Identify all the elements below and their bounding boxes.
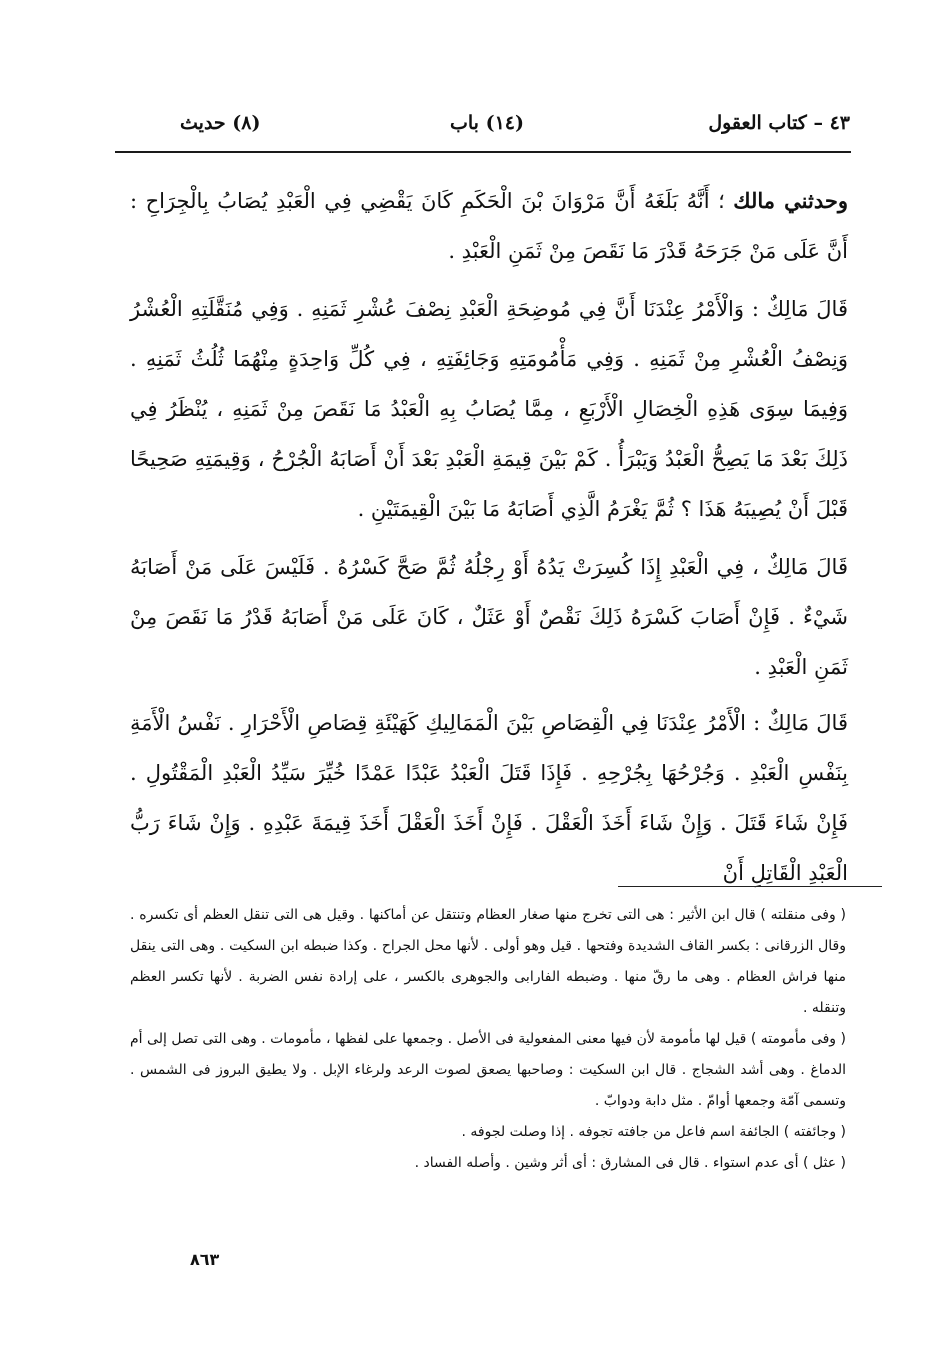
main-text bbox=[130, 176, 848, 898]
book-title: ٤٣ – كتاب العقول bbox=[708, 112, 850, 134]
header-rule bbox=[115, 151, 851, 153]
footnote-jaifa: ( وجائفته ) الجائفة اسم فاعل من جافته تجوفه . إذا وصلت لجوفه . bbox=[461, 1124, 846, 1140]
bab-number: (١٤) باب bbox=[450, 112, 524, 134]
footnote-mamuma: ( وفى مأمومته ) قيل لها مأمومة لأن فيها معنى المفعولية فى الأصل . وجمعها على لفظها ، مأمومات . وهى التى تصل إلى أم الدماغ . وهى أشد الشجاج . قال ابن السكيت : وصاحبها يصعق لصوت الرعد ولرغاء الإبل . ولا يطيق البروز فى الشمس . وتسمى آمّة وجمعها أوامّ . مثل دابة ودوابّ . bbox=[130, 1031, 846, 1109]
paragraph-1-lead: وحدثني مالك bbox=[733, 188, 848, 213]
hadith-number: (٨) حديث bbox=[180, 112, 261, 134]
footnote-separator bbox=[618, 886, 882, 887]
paragraph-3: قَالَ مَالِكٌ ، فِي الْعَبْدِ إِذَا كُسِرَتْ يَدُهُ أَوْ رِجْلُهُ ثُمَّ صَحَّ كَسْرُهُ . فَلَيْسَ عَلَى مَنْ أَصَابَهُ شَيْءٌ . فَإِنْ أَصَابَ كَسْرَهُ ذَلِكَ نَقْصٌ أَوْ عَثَلٌ ، كَانَ عَلَى مَنْ أَصَابَهُ قَدْرُ مَا نَقَصَ مِنْ ثَمَنِ الْعَبْدِ . bbox=[130, 555, 848, 679]
paragraph-1 bbox=[130, 176, 848, 276]
paragraph-1-body: ؛ أَنَّهُ بَلَغَهُ أَنَّ مَرْوَانَ بْنَ الْحَكَمِ كَانَ يَقْضِي فِي الْعَبْدِ يُصَابُ بِالْجِرَاحِ : أَنَّ عَلَى مَنْ جَرَحَهُ قَدْرَ مَا نَقَصَ مِنْ ثَمَنِ الْعَبْدِ . bbox=[130, 189, 848, 263]
footnotes bbox=[130, 900, 846, 1179]
running-header bbox=[150, 112, 850, 152]
paragraph-2: قَالَ مَالِكٌ : وَالْأَمْرُ عِنْدَنَا أَنَّ فِي مُوضِحَةِ الْعَبْدِ نِصْفَ عُشْرِ ثَمَنِهِ . وَفِي مُنَقَّلَتِهِ الْعُشْرُ وَنِصْفُ الْعُشْرِ مِنْ ثَمَنِهِ . وَفِي مَأْمُومَتِهِ وَجَائِفَتِهِ ، فِي كُلِّ وَاحِدَةٍ مِنْهُمَا ثُلُثُ ثَمَنِهِ . وَفِيمَا سِوَى هَذِهِ الْخِصَالِ الْأَرْبَعِ ، مِمَّا يُصَابُ بِهِ الْعَبْدُ مَا نَقَصَ مِنْ ثَمَنِهِ ، يُنْظَرُ فِي ذَلِكَ بَعْدَ مَا يَصِحُّ الْعَبْدُ وَيَبْرَأُ . كَمْ بَيْنَ قِيمَةِ الْعَبْدِ بَعْدَ أَنْ أَصَابَهُ الْجُرْحُ ، وَقِيمَتِهِ صَحِيحًا قَبْلَ أَنْ يُصِيبَهُ هَذَا ؟ ثُمَّ يَغْرَمُ الَّذِي أَصَابَهُ مَا بَيْنَ الْقِيمَتَيْنِ . bbox=[130, 297, 848, 521]
footnote-athal: ( عثل ) أى عدم استواء . قال فى المشارق : أى أثر وشين . وأصله الفساد . bbox=[414, 1155, 846, 1171]
footnote-munaqqila: ( وفى منقلته ) قال ابن الأثير : هى التى تخرج منها صغار العظام وتنتقل عن أماكنها . وقيل هى التى تنقل العظم أى تكسره . وقال الزرقانى : بكسر القاف الشديدة وفتحها . قيل وهو أولى . لأنها محل الجراح . وكذا ضبطه ابن السكيت . وهى التى ينقل منها فراش العظام . وهى ما رقّ منها . وضبطه الفارابى والجوهرى بالكسر ، على إرادة نفس الضربة . لأنها تكسر العظم وتنقله . bbox=[130, 907, 846, 1016]
page-number: ٨٦٣ bbox=[190, 1250, 220, 1269]
paragraph-4: قَالَ مَالِكٌ : الْأَمْرُ عِنْدَنَا فِي الْقِصَاصِ بَيْنَ الْمَمَالِيكِ كَهَيْئَةِ قِصَاصِ الْأَحْرَارِ . نَفْسُ الْأَمَةِ بِنَفْسِ الْعَبْدِ . وَجُرْحُهَا بِجُرْحِهِ . فَإِذَا قَتَلَ الْعَبْدُ عَبْدًا عَمْدًا خُيِّرَ سَيِّدُ الْعَبْدِ الْمَقْتُولِ . فَإِنْ شَاءَ قَتَلَ . وَإِنْ شَاءَ أَخَذَ الْعَقْلَ . فَإِنْ أَخَذَ الْعَقْلَ أَخَذَ قِيمَةَ عَبْدِهِ . وَإِنْ شَاءَ رَبُّ الْعَبْدِ الْقَاتِلِ أَنْ bbox=[130, 711, 848, 885]
